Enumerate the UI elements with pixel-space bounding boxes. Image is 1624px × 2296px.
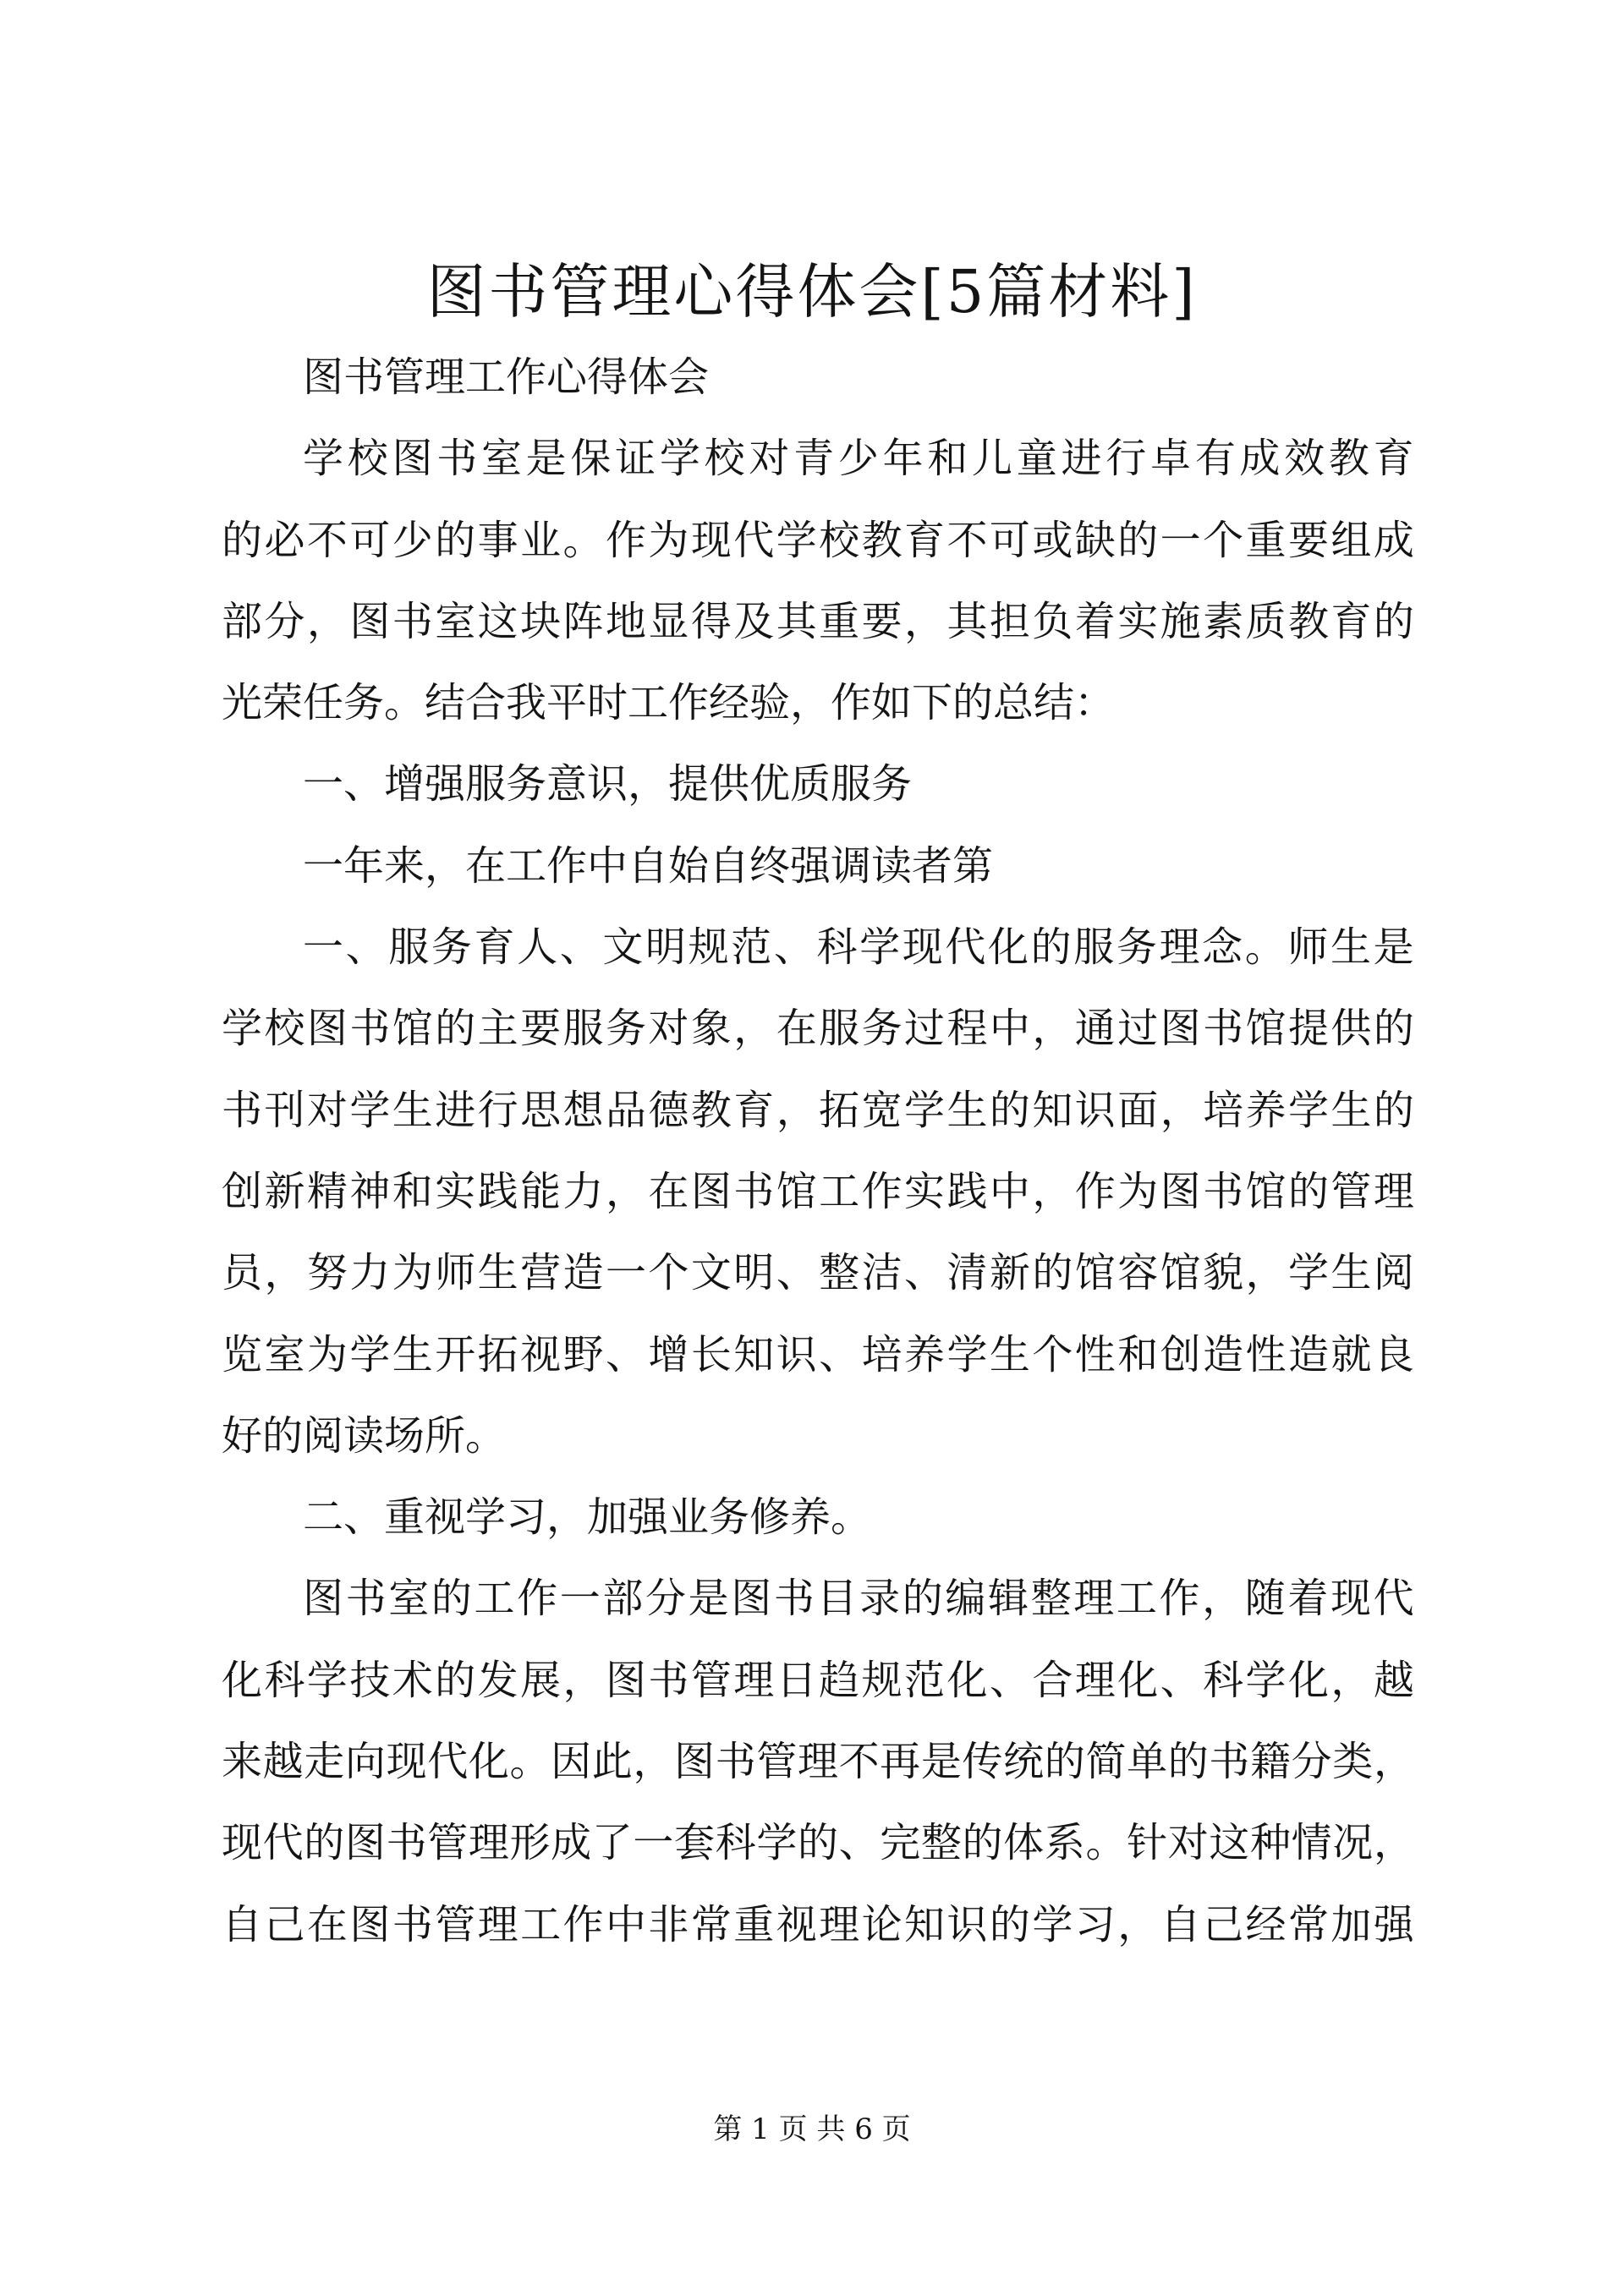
paragraph-line: 一 、 服 务 育 人 、 文 明 规 范 、 科 学 现 代 化 的 服 务 理 念 。 师 生 是	[303, 923, 1414, 972]
paragraph-line: 学 校 图 书 室 是 保 证 学 校 对 青 少 年 和 儿 童 进 行 卓 有 成 效 教 育	[303, 435, 1414, 483]
paragraph-line: 览 室 为 学 生 开 拓 视 野 、 增 长 知 识 、 培 养 学 生 个 性 和 创 造 性 造 就 良	[222, 1330, 1414, 1378]
paragraph-line: 光荣任务。结合我平时工作经验，作如下的总结：	[222, 679, 1116, 727]
paragraph-line: 员 ， 努 力 为 师 生 营 造 一 个 文 明 、 整 洁 、 清 新 的 馆 容 馆 貌 ， 学 生 阅	[222, 1249, 1414, 1297]
paragraph-line: 现 代 的 图 书 管 理 形 成 了 一 套 科 学 的 、 完 整 的 体 系 。 针 对 这 种 情 况 ，	[222, 1819, 1414, 1867]
paragraph-line: 图 书 室 的 工 作 一 部 分 是 图 书 目 录 的 编 辑 整 理 工 作 ， 随 着 现 代	[303, 1575, 1414, 1623]
paragraph-line: 部 分 ， 图 书 室 这 块 阵 地 显 得 及 其 重 要 ， 其 担 负 着 实 施 素 质 教 育 的	[222, 597, 1414, 645]
paragraph-line: 一、增强服务意识，提供优质服务	[303, 760, 913, 808]
paragraph-line: 来 越 走 向 现 代 化 。 因 此 ， 图 书 管 理 不 再 是 传 统 的 简 单 的 书 籍 分 类 ，	[222, 1738, 1414, 1786]
paragraph-line: 一年来，在工作中自始自终强调读者第	[303, 841, 994, 890]
paragraph-line: 图书管理工作心得体会	[303, 353, 710, 401]
document-body	[222, 337, 1414, 1965]
paragraph-line: 二、重视学习，加强业务修养。	[303, 1493, 872, 1542]
page-footer: 第 1 页 共 6 页	[713, 2112, 911, 2146]
paragraph-line: 学 校 图 书 馆 的 主 要 服 务 对 象 ， 在 服 务 过 程 中 ， 通 过 图 书 馆 提 供 的	[222, 1005, 1414, 1053]
paragraph-line: 自 己 在 图 书 管 理 工 作 中 非 常 重 视 理 论 知 识 的 学 习 ， 自 己 经 常 加 强	[222, 1900, 1414, 1948]
paragraph-line: 化 科 学 技 术 的 发 展 ， 图 书 管 理 日 趋 规 范 化 、 合 理 化 、 科 学 化 ， 越	[222, 1656, 1414, 1704]
paragraph-line: 好的阅读场所。	[222, 1411, 507, 1460]
paragraph-line: 书 刊 对 学 生 进 行 思 想 品 德 教 育 ， 拓 宽 学 生 的 知 识 面 ， 培 养 学 生 的	[222, 1086, 1414, 1134]
paragraph-line: 创 新 精 神 和 实 践 能 力 ， 在 图 书 馆 工 作 实 践 中 ， 作 为 图 书 馆 的 管 理	[222, 1167, 1414, 1215]
paragraph-line: 的 必 不 可 少 的 事 业 。 作 为 现 代 学 校 教 育 不 可 或 缺 的 一 个 重 要 组 成	[222, 516, 1414, 564]
document-title: 图书管理心得体会[5篇材料]	[426, 257, 1198, 326]
